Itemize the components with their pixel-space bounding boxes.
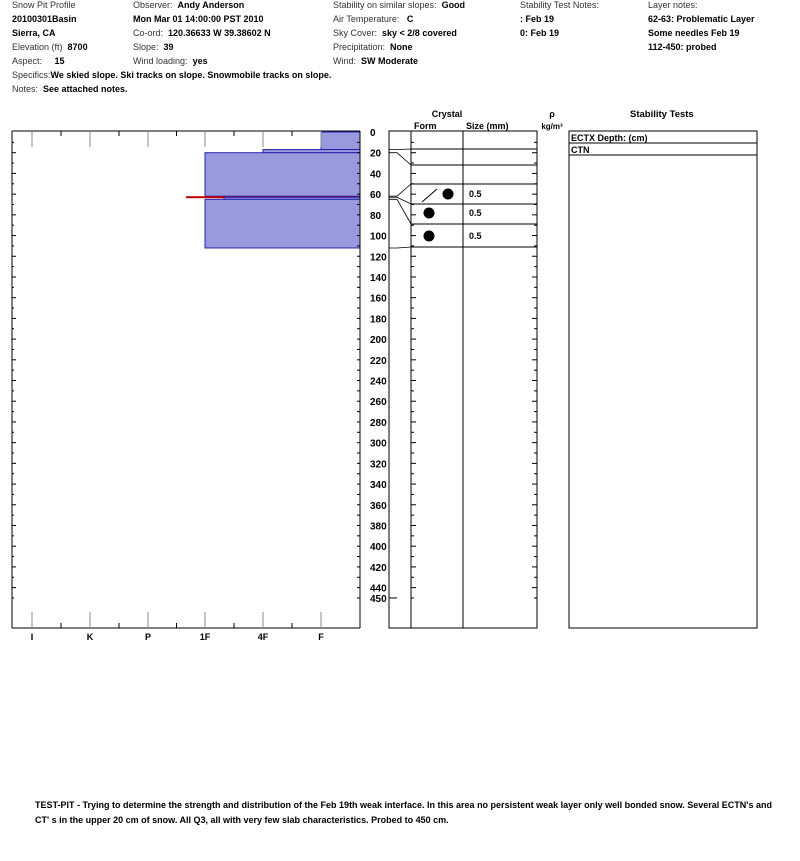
layer-connector bbox=[389, 153, 411, 165]
faceted-slash-icon bbox=[422, 189, 437, 202]
header-col2 bbox=[133, 0, 271, 68]
layer-note: 62-63: Problematic Layer bbox=[648, 14, 755, 24]
elevation bbox=[12, 40, 88, 54]
snow-layer bbox=[321, 132, 360, 150]
specifics bbox=[12, 68, 331, 82]
layer-connector bbox=[389, 247, 411, 248]
hardness-tick-label: P bbox=[144, 632, 152, 640]
profile-title: Snow Pit Profile bbox=[12, 0, 76, 10]
datetime: Mon Mar 01 14:00:00 PST 2010 bbox=[133, 14, 264, 24]
coord-label: Co-ord: bbox=[133, 28, 164, 38]
layer-note: 112-450: probed bbox=[648, 42, 717, 52]
form-header: Form bbox=[414, 121, 437, 131]
depth-tick-label: 200 bbox=[370, 335, 387, 347]
rounded-grain-icon bbox=[424, 208, 435, 219]
stability-tests-header: Stability Tests bbox=[630, 109, 694, 120]
depth-tick-label: 380 bbox=[370, 521, 387, 533]
depth-tick-label: 60 bbox=[370, 190, 382, 202]
hardness-tick-label: 4F bbox=[257, 632, 269, 640]
stability-value: Good bbox=[441, 0, 466, 10]
size-header: Size (mm) bbox=[466, 121, 509, 131]
grain-size-value: 0.5 bbox=[469, 189, 482, 199]
layer-connector bbox=[389, 149, 411, 150]
stability-label: Stability on similar slopes: bbox=[333, 0, 437, 10]
header-col5 bbox=[648, 0, 755, 54]
depth-tick-label: 450 bbox=[370, 593, 387, 605]
location: Sierra, CA bbox=[12, 28, 56, 38]
depth-tick-label: 80 bbox=[370, 210, 382, 222]
depth-tick-label: 340 bbox=[370, 480, 387, 492]
hardness-tick-label: F bbox=[318, 632, 324, 640]
air-temp-label: Air Temperature: bbox=[333, 14, 400, 24]
depth-tick-label: 220 bbox=[370, 355, 387, 367]
specifics-label: Specifics: bbox=[12, 70, 51, 80]
depth-tick-label: 180 bbox=[370, 314, 387, 326]
wind-loading-value: yes bbox=[192, 56, 208, 66]
wind-loading-label: Wind loading: bbox=[133, 56, 188, 66]
elevation-value: 8700 bbox=[67, 42, 88, 52]
rounded-grain-icon bbox=[424, 231, 435, 242]
depth-tick-label: 140 bbox=[370, 272, 387, 284]
hardness-tick-label: 1F bbox=[199, 632, 211, 640]
hardness-tick-label: K bbox=[86, 632, 94, 640]
hardness-tick-label: I bbox=[30, 632, 34, 640]
depth-tick-label: 0 bbox=[370, 128, 376, 139]
layer-notes-title: Layer notes: bbox=[648, 0, 698, 10]
specifics-value: We skied slope. Ski tracks on slope. Snowmobile tracks on slope. bbox=[50, 70, 332, 80]
depth-tick-label: 400 bbox=[370, 542, 387, 554]
depth-tick-label: 240 bbox=[370, 376, 387, 388]
grain-size-value: 0.5 bbox=[469, 208, 482, 218]
crystal-header: Crystal bbox=[431, 109, 463, 119]
slope bbox=[133, 40, 271, 54]
density-header: ρ bbox=[549, 109, 555, 119]
sky-label: Sky Cover: bbox=[333, 28, 378, 38]
observer-value: Andy Anderson bbox=[177, 0, 245, 10]
stability-test-row: ECTX Depth: (cm) bbox=[571, 133, 648, 143]
grain-size-value: 0.5 bbox=[469, 231, 482, 241]
notes-label: Notes: bbox=[12, 84, 39, 94]
air-temp bbox=[333, 12, 465, 26]
depth-tick-label: 320 bbox=[370, 459, 387, 471]
pit-name: 20100301Basin bbox=[12, 14, 77, 24]
elevation-label: Elevation (ft) bbox=[12, 42, 63, 52]
depth-tick-label: 420 bbox=[370, 562, 387, 574]
observer bbox=[133, 0, 271, 12]
density-unit-header: kg/m³ bbox=[541, 122, 563, 131]
stability-test-note: 0: Feb 19 bbox=[520, 28, 560, 38]
depth-tick-label: 440 bbox=[370, 583, 387, 595]
sky-value: sky < 2/8 covered bbox=[382, 28, 457, 38]
wind-loading bbox=[133, 54, 271, 68]
depth-tick-label: 260 bbox=[370, 397, 387, 409]
stability bbox=[333, 0, 465, 12]
layer-note: Some needles Feb 19 bbox=[648, 28, 740, 38]
sky-cover bbox=[333, 26, 465, 40]
aspect-label: Aspect: bbox=[12, 56, 43, 66]
depth-tick-label: 100 bbox=[370, 231, 387, 243]
notes bbox=[12, 82, 128, 96]
stability-table-border bbox=[569, 131, 757, 628]
depth-tick-label: 40 bbox=[370, 169, 382, 181]
coord bbox=[133, 26, 271, 40]
air-temp-value: C bbox=[406, 14, 414, 24]
stability-test-row: CTN bbox=[571, 145, 590, 155]
coord-value: 120.36633 W 39.38602 N bbox=[168, 28, 271, 38]
precip-label: Precipitation: bbox=[333, 42, 386, 52]
depth-tick-label: 280 bbox=[370, 417, 387, 429]
aspect-value: 15 bbox=[54, 56, 65, 66]
observer-label: Observer: bbox=[133, 0, 173, 10]
depth-tick-label: 300 bbox=[370, 438, 387, 450]
wind bbox=[333, 54, 465, 68]
precipitation bbox=[333, 40, 465, 54]
slope-value: 39 bbox=[163, 42, 174, 52]
depth-tick-label: 120 bbox=[370, 252, 387, 264]
aspect bbox=[12, 54, 88, 68]
snow-profile-chart bbox=[0, 100, 800, 640]
layer-connector bbox=[389, 199, 411, 224]
depth-tick-label: 160 bbox=[370, 293, 387, 305]
stability-test-note: : Feb 19 bbox=[520, 14, 555, 24]
wind-value: SW Moderate bbox=[361, 56, 419, 66]
precip-value: None bbox=[390, 42, 413, 52]
header-col1 bbox=[12, 0, 88, 68]
stability-test-notes-title: Stability Test Notes: bbox=[520, 0, 599, 10]
slope-label: Slope: bbox=[133, 42, 159, 52]
depth-tick-label: 360 bbox=[370, 500, 387, 512]
layer-connector bbox=[389, 197, 411, 204]
snow-layer bbox=[205, 199, 360, 248]
rounded-grain-icon bbox=[443, 189, 454, 200]
wind-label: Wind: bbox=[333, 56, 357, 66]
notes-value: See attached notes. bbox=[43, 84, 128, 94]
footer-comments: TEST-PIT - Trying to determine the strength and distribution of the Feb 19th weak interface. In this area no persistent weak layer only well bonded snow. Several ECTN's and CT' s in the upper 20 cm of snow. All Q3, all with very few slab characteristics. Probed to 450 cm. bbox=[35, 800, 772, 825]
depth-tick-label: 20 bbox=[370, 148, 382, 160]
snow-layer bbox=[205, 153, 360, 196]
header-col4 bbox=[520, 0, 599, 40]
layer-connector bbox=[389, 184, 411, 196]
header-col3 bbox=[333, 0, 465, 68]
